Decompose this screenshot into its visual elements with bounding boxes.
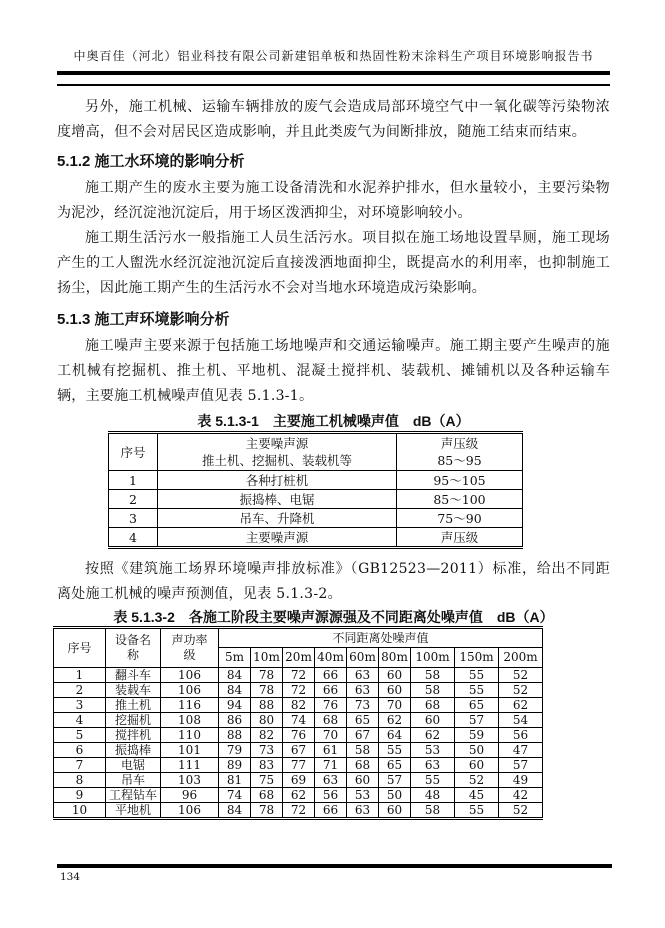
table-cell: 平地机 xyxy=(106,803,161,819)
table-row xyxy=(54,668,543,683)
table-cell: 63 xyxy=(315,773,347,788)
table2-header-distance-200m: 200m xyxy=(499,648,543,668)
table-cell: 推土机 xyxy=(106,698,161,713)
table-cell: 106 xyxy=(161,803,219,819)
heading-5-1-2: 5.1.2 施工水环境的影响分析 xyxy=(57,153,245,170)
table-cell: 72 xyxy=(283,683,315,698)
table-cell: 88 xyxy=(251,698,283,713)
table1-title: 表 5.1.3-1 主要施工机械噪声值 dB（A） xyxy=(197,413,470,429)
table-row xyxy=(54,728,543,743)
table-cell: 55 xyxy=(455,683,499,698)
table-cell: 49 xyxy=(499,773,543,788)
table-cell: 48 xyxy=(411,788,455,803)
table-cell: 61 xyxy=(315,743,347,758)
table-cell: 42 xyxy=(499,788,543,803)
table2-header-power xyxy=(161,628,219,668)
table-row xyxy=(109,433,523,471)
table-cell: 66 xyxy=(315,683,347,698)
table-cell: 63 xyxy=(347,803,379,819)
table-cell: 71 xyxy=(315,758,347,773)
table-cell: 吊车 xyxy=(106,773,161,788)
table-cell: 56 xyxy=(315,788,347,803)
table-row xyxy=(54,698,543,713)
table-cell: 63 xyxy=(347,668,379,683)
table-cell: 52 xyxy=(455,773,499,788)
table-cell: 1 xyxy=(54,668,106,683)
table-cell: 84 xyxy=(219,683,251,698)
table-cell: 74 xyxy=(219,788,251,803)
table-row xyxy=(54,713,543,728)
table-cell: 65 xyxy=(379,758,411,773)
table-cell: 89 xyxy=(219,758,251,773)
table-cell: 81 xyxy=(219,773,251,788)
table-cell: 70 xyxy=(379,698,411,713)
page-number: 134 xyxy=(60,871,81,883)
table-cell: 2 xyxy=(109,490,158,509)
paragraph-air-impact: 另外，施工机械、运输车辆排放的废气会造成局部环境空气中一氧化碳等污染物浓度增高，但不会对居民区造成影响，并且此类废气为间断排放，随施工结束而结束。 xyxy=(57,99,610,140)
table-cell: 振捣棒、电锯 xyxy=(158,490,397,509)
header-rule-thin xyxy=(57,84,610,86)
table-cell: 58 xyxy=(411,668,455,683)
table-cell: 60 xyxy=(379,803,411,819)
table-cell: 52 xyxy=(499,803,543,819)
table-cell: 60 xyxy=(379,668,411,683)
table-cell: 63 xyxy=(347,683,379,698)
table-cell: 78 xyxy=(251,803,283,819)
table-cell: 62 xyxy=(411,728,455,743)
table2-header-distance-150m: 150m xyxy=(455,648,499,668)
table2-header-distance-10m: 10m xyxy=(251,648,283,668)
table-row xyxy=(109,490,523,509)
table-cell: 45 xyxy=(455,788,499,803)
table-cell: 55 xyxy=(455,803,499,819)
table-cell: 60 xyxy=(379,683,411,698)
table-cell: 68 xyxy=(251,788,283,803)
table-cell: 62 xyxy=(379,713,411,728)
table-cell: 52 xyxy=(499,683,543,698)
table-cell: 64 xyxy=(379,728,411,743)
table-cell: 55 xyxy=(455,668,499,683)
paragraph-noise-sources: 施工噪声主要来源于包括施工场地噪声和交通运输噪声。施工期主要产生噪声的施工机械有挖掘机、推土机、平地机、混凝土搅拌机、装载机、摊铺机以及各种运输车辆，主要施工机械噪声值见表 5.1.3-1。 xyxy=(57,338,610,404)
table-cell: 116 xyxy=(161,698,219,713)
table2-header-distance-40m: 40m xyxy=(315,648,347,668)
table-cell: 108 xyxy=(161,713,219,728)
table-cell: 86 xyxy=(219,713,251,728)
table-cell: 57 xyxy=(379,773,411,788)
table2-header-device-text: 设备名称 xyxy=(114,633,151,662)
table-row xyxy=(109,509,523,528)
table-cell: 103 xyxy=(161,773,219,788)
header-title: 中奥百佳（河北）铝业科技有限公司新建铝单板和热固性粉末涂料生产项目环境影响报告书 xyxy=(73,49,594,63)
table-cell: 5 xyxy=(54,728,106,743)
table-cell: 50 xyxy=(455,743,499,758)
table-cell: 62 xyxy=(499,698,543,713)
table-cell: 76 xyxy=(283,728,315,743)
table2-header-distance-100m: 100m xyxy=(411,648,455,668)
table-cell: 53 xyxy=(347,788,379,803)
table-cell: 82 xyxy=(283,698,315,713)
table-cell: 59 xyxy=(455,728,499,743)
table-cell: 各种打桩机 xyxy=(158,471,397,490)
table-cell: 74 xyxy=(283,713,315,728)
table2-body xyxy=(54,668,543,819)
table-cell: 101 xyxy=(161,743,219,758)
table1-header-level xyxy=(397,433,523,471)
table2-title: 表 5.1.3-2 各施工阶段主要噪声源源强及不同距离处噪声值 dB（A） xyxy=(113,609,554,625)
table-cell: 58 xyxy=(347,743,379,758)
table1-header xyxy=(109,433,523,471)
table-cell: 72 xyxy=(283,803,315,819)
table-cell: 挖掘机 xyxy=(106,713,161,728)
table-cell: 1 xyxy=(109,471,158,490)
table-cell: 96 xyxy=(161,788,219,803)
table-cell: 94 xyxy=(219,698,251,713)
table-row xyxy=(54,683,543,698)
table-cell: 6 xyxy=(54,743,106,758)
table-cell: 106 xyxy=(161,683,219,698)
table-row xyxy=(109,471,523,490)
table-cell: 65 xyxy=(347,713,379,728)
table-cell: 72 xyxy=(283,668,315,683)
table-cell: 106 xyxy=(161,668,219,683)
table-cell: 电锯 xyxy=(106,758,161,773)
table-cell: 80 xyxy=(251,713,283,728)
footer-rule xyxy=(57,864,612,868)
table-row xyxy=(54,803,543,819)
table-cell: 66 xyxy=(315,668,347,683)
table-cell: 57 xyxy=(499,758,543,773)
table-cell: 68 xyxy=(411,698,455,713)
table1-machinery-noise xyxy=(108,431,523,549)
table2-header-power-text: 声功率级 xyxy=(171,633,208,662)
table2-header-distance-80m: 80m xyxy=(379,648,411,668)
table-cell: 4 xyxy=(109,528,158,548)
table-cell: 63 xyxy=(411,758,455,773)
table-cell: 70 xyxy=(315,728,347,743)
table2-header xyxy=(54,628,543,668)
table-cell: 50 xyxy=(379,788,411,803)
table-cell: 53 xyxy=(411,743,455,758)
table-cell: 88 xyxy=(219,728,251,743)
paragraph-domestic-sewage: 施工期生活污水一般指施工人员生活污水。项目拟在施工场地设置旱厕，施工现场产生的工人盥洗水经沉淀池沉淀后直接泼洒地面抑尘，既提高水的利用率，也抑制施工扬尘，因此施工期产生的生活污水不会对当地水环境造成污染影响。 xyxy=(57,230,610,296)
table-cell: 68 xyxy=(347,758,379,773)
table1-header-source xyxy=(158,433,397,471)
table-cell: 装载车 xyxy=(106,683,161,698)
table-row xyxy=(109,528,523,548)
table-cell: 95～105 xyxy=(397,471,523,490)
table-cell: 10 xyxy=(54,803,106,819)
table-cell: 79 xyxy=(219,743,251,758)
table1-header-seq: 序号 xyxy=(109,433,158,471)
table-cell: 3 xyxy=(54,698,106,713)
table-cell: 84 xyxy=(219,668,251,683)
table-cell: 75～90 xyxy=(397,509,523,528)
table-cell: 工程钻车 xyxy=(106,788,161,803)
table-cell: 56 xyxy=(499,728,543,743)
table-cell: 67 xyxy=(283,743,315,758)
table-cell: 52 xyxy=(499,668,543,683)
table2-header-distance-20m: 20m xyxy=(283,648,315,668)
table-cell: 55 xyxy=(379,743,411,758)
table-cell: 60 xyxy=(411,713,455,728)
table-cell: 55 xyxy=(411,773,455,788)
table-cell: 84 xyxy=(219,803,251,819)
paragraph-standard: 按照《建筑施工场界环境噪声排放标准》（GB12523—2011）标准，给出不同距离处施工机械的噪声预测值，见表 5.1.3-2。 xyxy=(57,561,610,602)
table-cell: 110 xyxy=(161,728,219,743)
table-cell: 58 xyxy=(411,803,455,819)
table-row xyxy=(54,743,543,758)
table-cell: 4 xyxy=(54,713,106,728)
heading-5-1-3: 5.1.3 施工声环境影响分析 xyxy=(57,311,230,328)
table-cell: 搅拌机 xyxy=(106,728,161,743)
table1-body xyxy=(109,471,523,548)
table2-header-device xyxy=(106,628,161,668)
paragraph-wastewater: 施工期产生的废水主要为施工设备清洗和水泥养护排水，但水量较小，主要污染物为泥沙，经沉淀池沉淀后，用于场区泼洒抑尘，对环境影响较小。 xyxy=(57,180,610,221)
table-cell: 60 xyxy=(347,773,379,788)
table-cell: 9 xyxy=(54,788,106,803)
table-cell: 60 xyxy=(455,758,499,773)
table-cell: 83 xyxy=(251,758,283,773)
table-cell: 85～100 xyxy=(397,490,523,509)
table2-header-seq: 序号 xyxy=(54,628,106,668)
table-cell: 2 xyxy=(54,683,106,698)
table-cell: 67 xyxy=(347,728,379,743)
table-cell: 62 xyxy=(283,788,315,803)
table1-header-source-line2: 推土机、挖掘机、装载机等 xyxy=(201,453,352,468)
table1-header-source-line1: 主要噪声源 xyxy=(245,436,309,451)
table-cell: 75 xyxy=(251,773,283,788)
table-cell: 68 xyxy=(315,713,347,728)
table1-header-level-line2: 85～95 xyxy=(437,453,482,468)
table-cell: 65 xyxy=(455,698,499,713)
table2-header-distance-60m: 60m xyxy=(347,648,379,668)
table-cell: 78 xyxy=(251,668,283,683)
table-cell: 主要噪声源 xyxy=(158,528,397,548)
table-cell: 73 xyxy=(251,743,283,758)
table-cell: 111 xyxy=(161,758,219,773)
table-row xyxy=(54,773,543,788)
table-cell: 吊车、升降机 xyxy=(158,509,397,528)
table2-header-group: 不同距离处噪声值 xyxy=(219,628,543,648)
table-cell: 58 xyxy=(411,683,455,698)
header-rule-thick xyxy=(57,71,610,75)
table-cell: 82 xyxy=(251,728,283,743)
table-cell: 8 xyxy=(54,773,106,788)
table-cell: 47 xyxy=(499,743,543,758)
table-cell: 78 xyxy=(251,683,283,698)
table-cell: 76 xyxy=(315,698,347,713)
table-cell: 54 xyxy=(499,713,543,728)
table1-header-level-line1: 声压级 xyxy=(440,436,479,451)
table-cell: 声压级 xyxy=(397,528,523,548)
table-cell: 3 xyxy=(109,509,158,528)
table-cell: 69 xyxy=(283,773,315,788)
table-row xyxy=(54,628,543,648)
table-cell: 翻斗车 xyxy=(106,668,161,683)
table-cell: 振捣棒 xyxy=(106,743,161,758)
table2-noise-by-distance xyxy=(53,626,543,820)
table-row xyxy=(54,788,543,803)
table-cell: 66 xyxy=(315,803,347,819)
table-cell: 73 xyxy=(347,698,379,713)
table-cell: 57 xyxy=(455,713,499,728)
table-row xyxy=(54,758,543,773)
table2-header-distance-5m: 5m xyxy=(219,648,251,668)
table-cell: 7 xyxy=(54,758,106,773)
table-cell: 77 xyxy=(283,758,315,773)
